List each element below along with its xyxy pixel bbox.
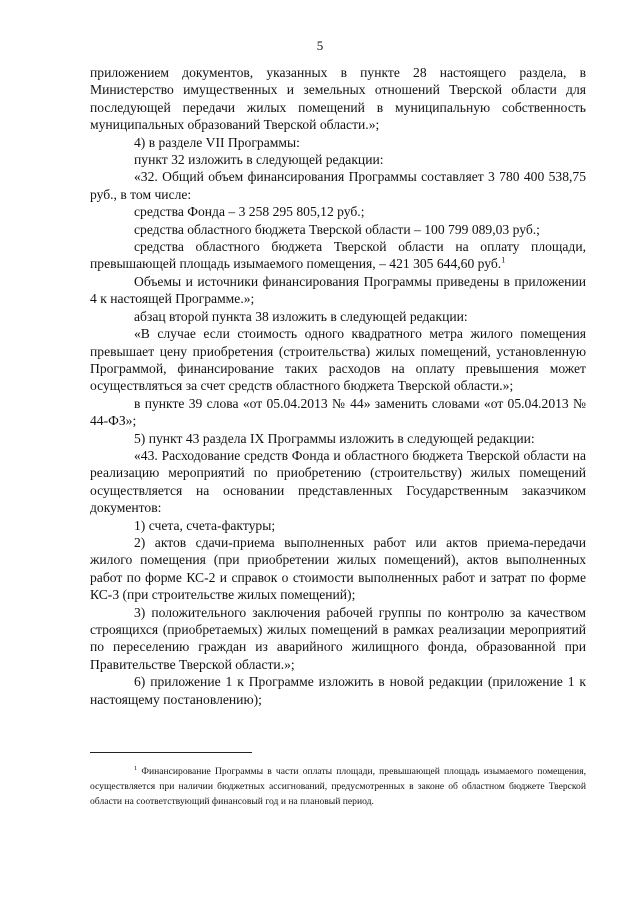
paragraph-list-item-3: 3) положительного заключения рабочей группы по контролю за качеством строящихся (приобретаемых) жилых помещений в рамках реализации мероприятий по переселению граждан из аварийного жилищного фонда, образованной при Правительстве Тверской области.»; bbox=[90, 604, 586, 672]
paragraph-regional-budget-amount: средства областного бюджета Тверской области – 100 799 089,03 руб.; bbox=[134, 221, 540, 237]
paragraph-item-4: 4) в разделе VII Программы: bbox=[134, 134, 300, 150]
paragraph-point-32-intro: пункт 32 изложить в следующей редакции: bbox=[134, 152, 384, 168]
paragraph-financing-sources: Объемы и источники финансирования Программы приведены в приложении 4 к настоящей Программе.»; bbox=[90, 273, 586, 307]
paragraph-list-item-1: 1) счета, счета-фактуры; bbox=[134, 517, 276, 533]
paragraph-item-6: 6) приложение 1 к Программе изложить в новой редакции (приложение 1 к настоящему постановлению); bbox=[90, 674, 586, 707]
footnote-reference[interactable]: 1 bbox=[501, 255, 506, 265]
document-body bbox=[90, 64, 586, 708]
excess-area-text: средства областного бюджета Тверской области на оплату площади, превышающей площадь изымаемого помещения, – 421 305 644,60 руб. bbox=[90, 239, 586, 272]
footnote-divider bbox=[90, 752, 252, 753]
page-number: 5 bbox=[316, 38, 324, 53]
footnote bbox=[90, 764, 586, 809]
paragraph-list-item-2: 2) актов сдачи-приема выполненных работ или актов приема-передачи жилого помещения (при приобретении жилых помещений), актов выполненных работ по форме КС-2 и справок о стоимости выполненных работ и затрат по форме КС-3 (при строительстве жилых помещений); bbox=[90, 534, 586, 603]
footnote-marker: 1 bbox=[134, 764, 138, 772]
paragraph-continuation: приложением документов, указанных в пункте 28 настоящего раздела, в Министерство имущественных и земельных отношений Тверской области для последующей передачи жилых помещений в муниципальную собственность муниципальных образований Тверской области.»; bbox=[90, 65, 586, 133]
footnote-text: Финансирование Программы в части оплаты площади, превышающей площадь изымаемого помещения, осуществляется при наличии бюджетных ассигнований, предусмотренных в законе об областном бюджете Тверской области на соответствующий финансовый год и на плановый период. bbox=[90, 766, 587, 807]
paragraph-point-38-text: «В случае если стоимость одного квадратного метра жилого помещения превышает цену приобретения (строительства) жилых помещений, установленную Программой, финансирование таких расходов на оплату превышения может осуществляться за счет средств областного бюджета Тверской области.»; bbox=[90, 326, 586, 394]
paragraph-point-43-text: «43. Расходование средств Фонда и областного бюджета Тверской области на реализацию мероприятий по приобретению (строительству) жилых помещений осуществляется на основании представленных Государственным заказчиком документов: bbox=[90, 447, 586, 516]
paragraph-point-38-intro: абзац второй пункта 38 изложить в следующей редакции: bbox=[134, 308, 468, 324]
paragraph-excess-area-amount bbox=[90, 238, 586, 273]
paragraph-point-32-total: «32. Общий объем финансирования Программы составляет 3 780 400 538,75 руб., в том числе: bbox=[90, 169, 586, 202]
paragraph-point-39: в пункте 39 слова «от 05.04.2013 № 44» заменить словами «от 05.04.2013 № 44-ФЗ»; bbox=[90, 395, 586, 429]
paragraph-fund-amount: средства Фонда – 3 258 295 805,12 руб.; bbox=[134, 204, 365, 220]
paragraph-item-5: 5) пункт 43 раздела IX Программы изложить в следующей редакции: bbox=[134, 430, 535, 446]
